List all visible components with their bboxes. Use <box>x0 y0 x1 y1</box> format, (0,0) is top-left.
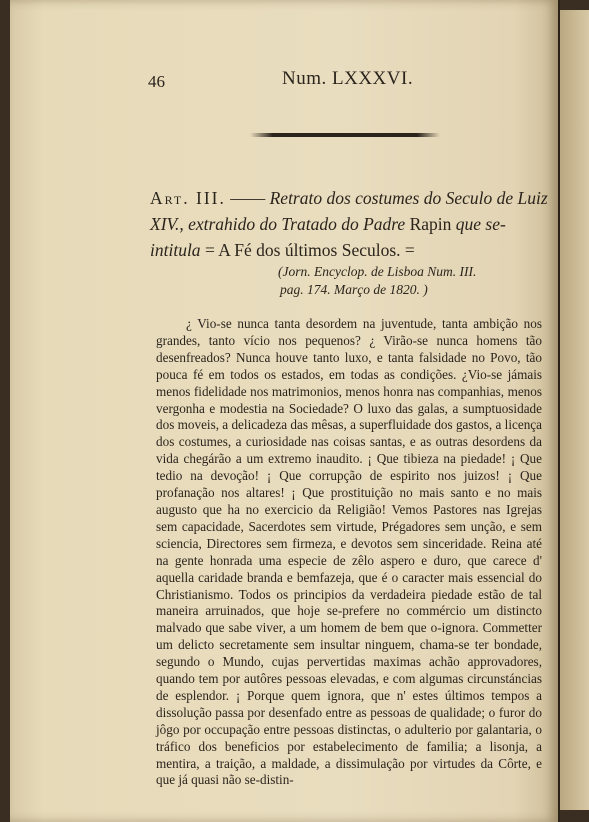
article-label: Art. III. <box>150 188 226 208</box>
book-page <box>10 0 558 822</box>
title-rule <box>250 133 440 137</box>
title-roman-part-1: Rapin <box>405 214 456 234</box>
title-separator-1: = <box>200 240 219 260</box>
title-dash: —— <box>225 188 270 208</box>
title-italic-part-1: Retrato dos costumes do Seculo de Luiz XIV., extrahido do Tratado do Padre <box>150 188 548 234</box>
running-head: Num. LXXXVI. <box>282 68 414 89</box>
article-title <box>150 185 550 263</box>
adjacent-page-edge <box>560 10 589 810</box>
body-paragraph: ¿ Vio-se nunca tanta desordem na juventude, tanta ambição nos grandes, tanto vício nos pequenos? ¿ Virão-se nunca homens tão desenfreados? Nunca houve tanto luxo, e tanta falsidade no Povo, tão pouca fé em todos os estados, em todas as condições. ¿Vio-se jámais menos fidelidade nos matrimonios, menos honra nas companhias, menos vergonha e modestia na Sociedade? O luxo das galas, a sumptuosidade dos moveis, a delicadeza das mêsas, a superfluidade dos gastos, a licença dos costumes, a curiosidade nas coisas santas, e as outras desordens da vida chegárão a um extremo inaudito. ¡ Que tibieza na piedade! ¡ Que tedio na devoção! ¡ Que corrupção de espirito nos juizos! ¡ Que profanação nos altares! ¡ Que prostituição no mais santo e no mais augusto que ha no exercicio da Religião! Vemos Pastores nas Igrejas sem capacidade, Sacerdotes sem virtude, Prégadores sem unção, e sem sciencia, Directores sem firmeza, e devotos sem sinceridade. Reina até na gente honrada uma especie de zêlo aspero e duro, que carece d' aquella caridade branda e bemfazeja, que é o caracter mais essencial do Christianismo. Todos os principios da verdadeira piedade estão de tal maneira arruinados, que hoje se-prefere no commércio um distincto malvado que sabe viver, a um homem de bem que o-ignora. Commetter um delicto secretamente sem insultar ninguem, chama-se ter bondade, segundo o Mundo, cujas pervertidas maximas achão approvadores, quando tem por autôres pessoas elevadas, e com algumas circunstáncias de esplendor. ¡ Porque quem ignora, que n' estes últimos tempos a dissolução passa por desenfado entre as pessoas de qualidade; o furor do jôgo por occupação entre pessoas distinctas, o adulterio por galantaria, o tráfico dos beneficios por estabelecimento de familia; a lisonja, a mentira, a traição, a maldade, a dissimulação por virtudes da Côrte, e que já quasi não se-distin- <box>156 316 542 788</box>
body-text <box>156 316 542 789</box>
source-line-2: pag. 174. Março de 1820. ) <box>280 282 428 297</box>
title-italic-part-2: que se-intitula <box>150 214 506 260</box>
source-line-1: (Jorn. Encyclop. de Lisboa Num. III. <box>278 264 477 279</box>
title-roman-part-2: A Fé dos últimos Seculos. <box>218 240 401 260</box>
source-citation <box>278 263 548 299</box>
page-number: 46 <box>148 72 165 91</box>
title-separator-2: = <box>400 240 415 260</box>
